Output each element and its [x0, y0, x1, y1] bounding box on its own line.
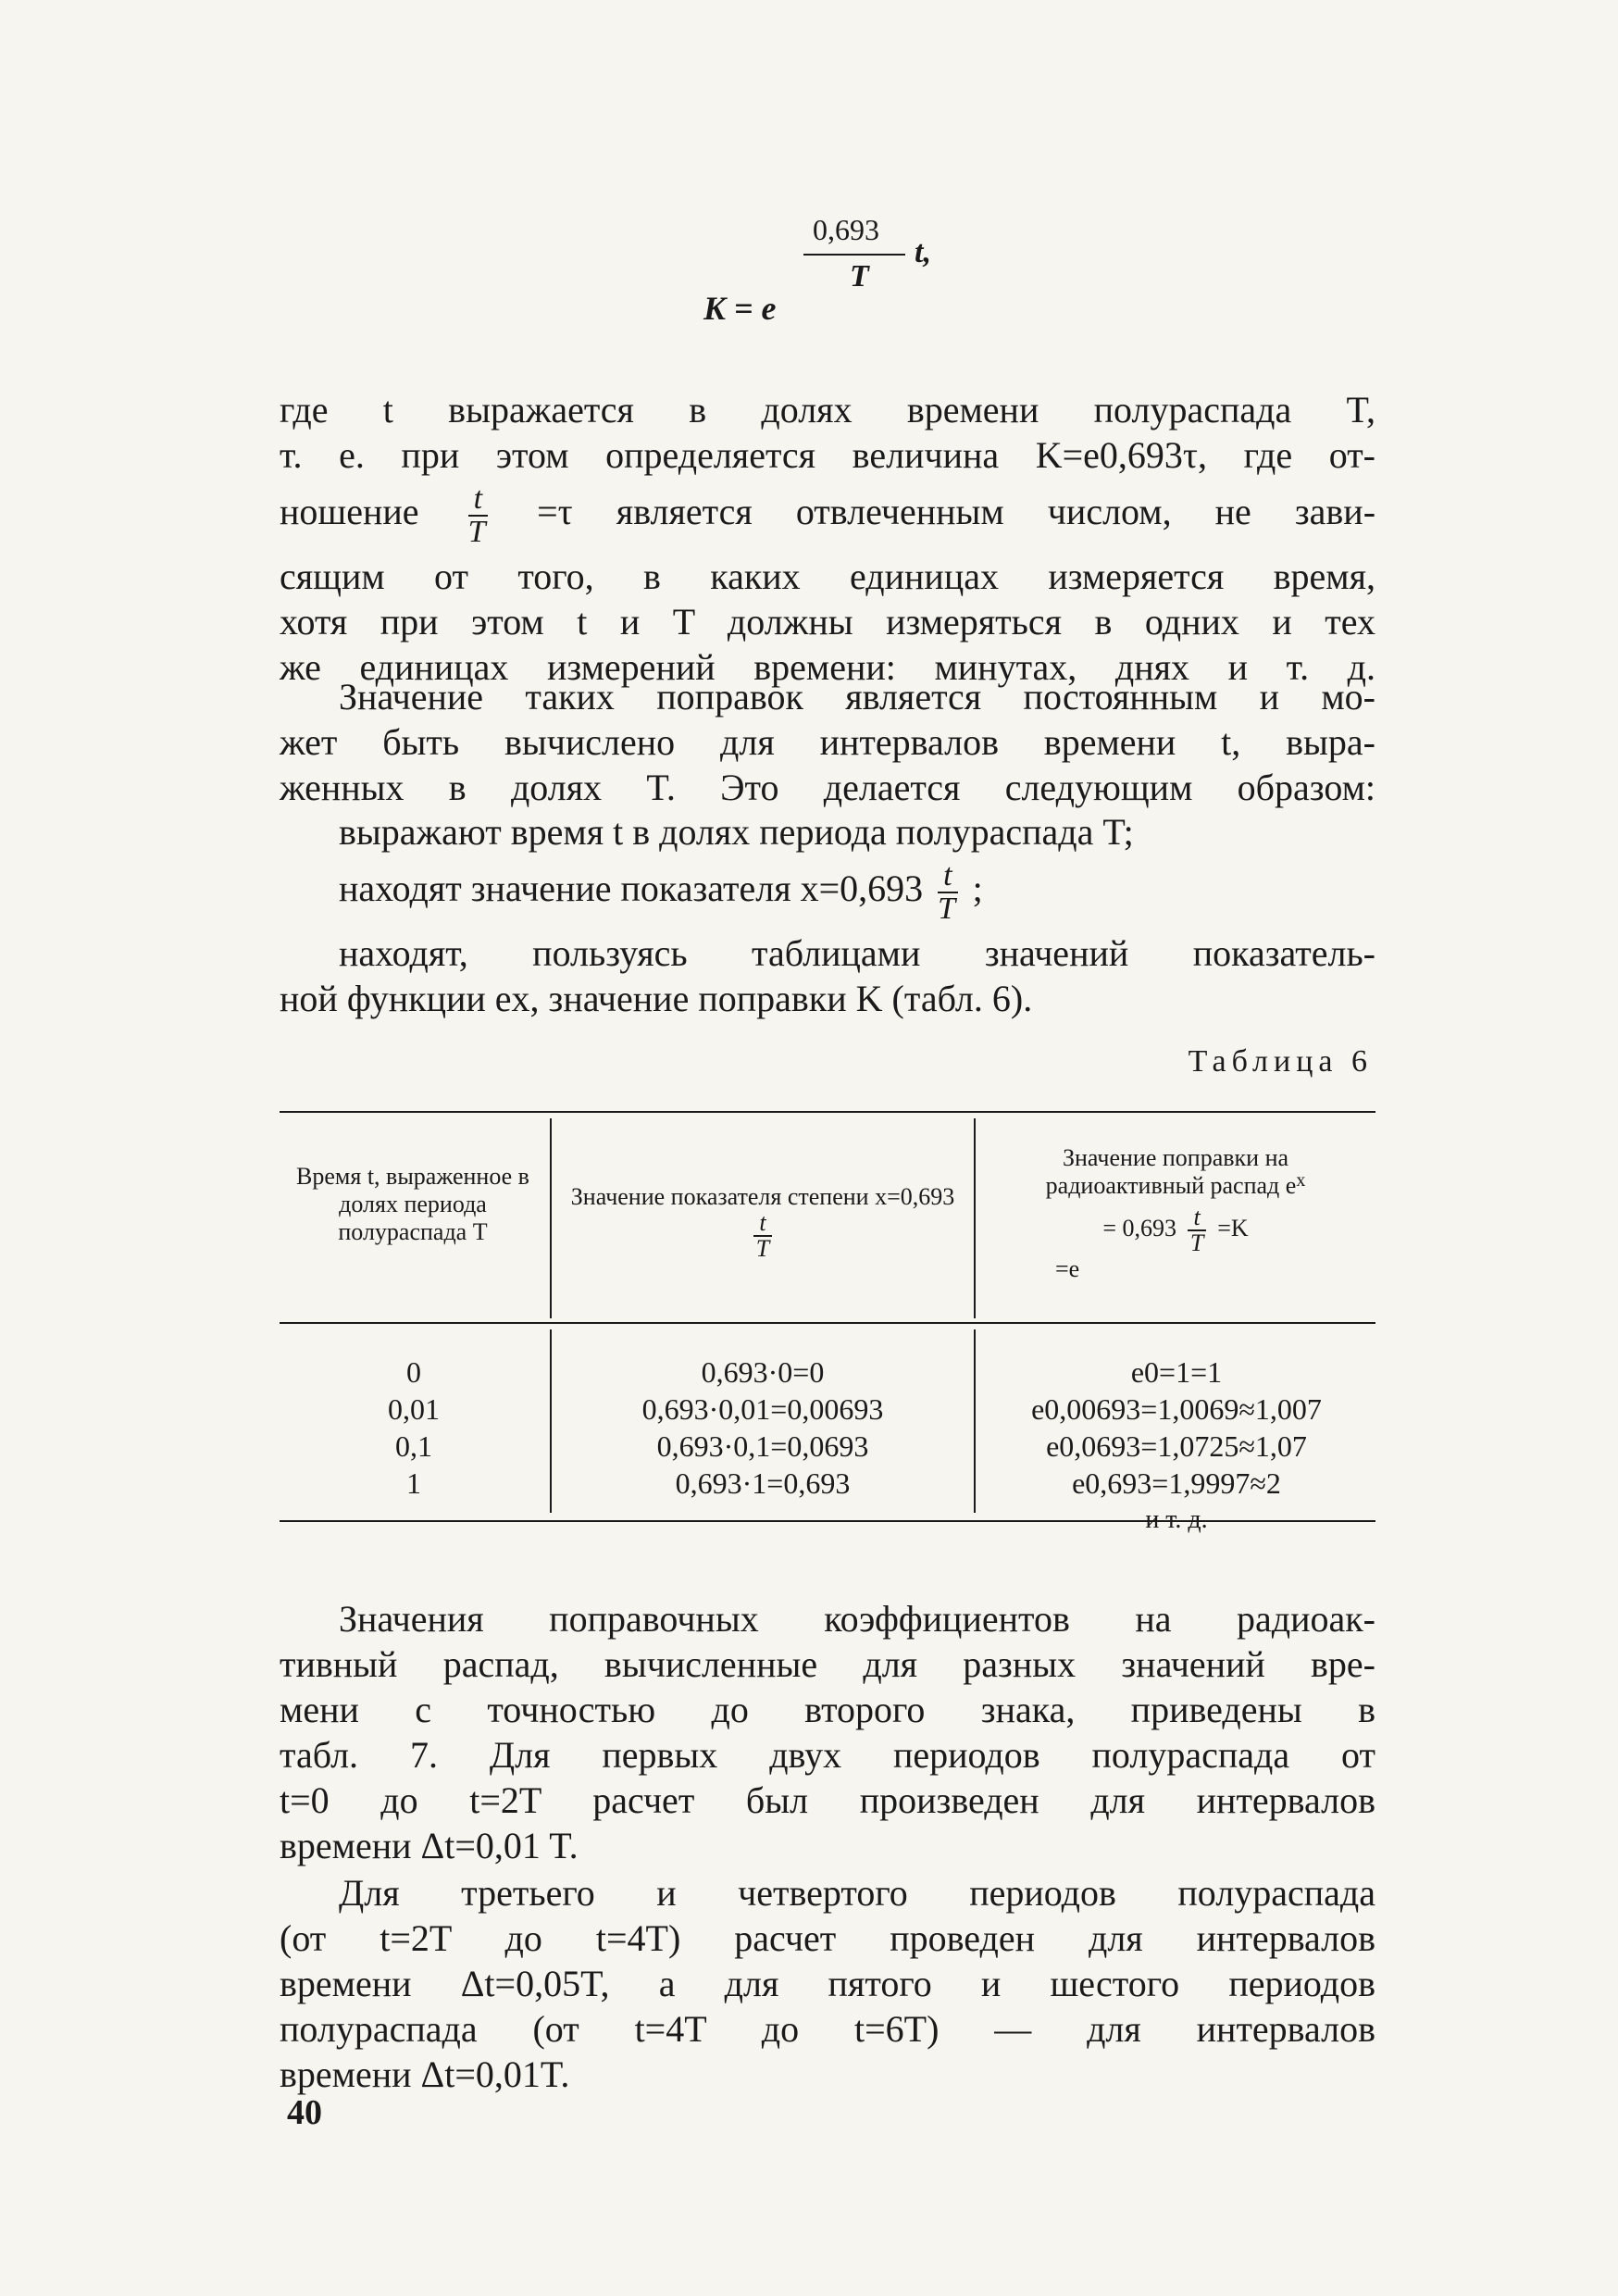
formula-denominator: T [850, 259, 869, 293]
fraction-t-over-T: $\frac{t}{T}$ [753, 1211, 771, 1261]
text-line: времени Δt=0,05T, а для пятого и шестого периодов [280, 1963, 1375, 2004]
formula-lhs: K = e [703, 290, 777, 327]
table-cell: e0,693=1,9997≈2 [1072, 1466, 1281, 1500]
text-line: сящим от того, в каких единицах измеряется время, [280, 555, 1375, 597]
text-line: т. е. при этом определяется величина K=e0,693τ, где от- [280, 434, 1375, 476]
paragraph-4 [280, 1870, 1375, 2097]
table-cell: 0,693·0=0 [701, 1355, 825, 1389]
fraction-t-over-T: $\frac{t}{T}$ [468, 483, 488, 548]
table-cell: e0=1=1 [1130, 1355, 1223, 1389]
table-etc: и т. д. [1145, 1505, 1208, 1534]
formula-numerator: 0,693 [813, 213, 879, 246]
header-correction: Значение поправки на радиоактивный распад $e^x$ = 0,693 $\frac{t}{T}$ =K =e [1045, 1144, 1306, 1282]
text-line: Значения поправочных коэффициентов на радиоак- [339, 1598, 1375, 1640]
column-time-values [280, 1354, 548, 1502]
text-line: t=0 до t=2T расчет был произведен для интервалов [280, 1779, 1375, 1821]
table-header-rule [280, 1322, 1375, 1324]
step-3-cont: ной функции ex, значение поправки K (табл. 6). [280, 978, 1033, 1019]
text-line: где t выражается в долях времени полураспада T, [280, 389, 1375, 430]
text-line-with-fraction: ношение $\frac{t}{T}$ =τ является отвлеченным числом, не зави- [280, 481, 1376, 549]
col-divider [974, 1118, 976, 1318]
paragraph-3 [280, 1596, 1375, 1868]
column-correction-values [977, 1354, 1375, 1539]
table-cell: 1 [406, 1466, 421, 1500]
text-line: (от t=2T до t=4T) расчет проведен для интервалов [280, 1917, 1375, 1959]
procedure-steps [280, 809, 1375, 1021]
text-line: Значение таких поправок является постоянным и мо- [339, 676, 1375, 718]
text-line: табл. 7. Для первых двух периодов полураспада от [280, 1734, 1375, 1776]
table-cell: 0,1 [395, 1429, 432, 1463]
text-line: времени Δt=0,01T. [280, 2053, 570, 2095]
text-line: мени с точностью до второго знака, приведены в [280, 1689, 1375, 1730]
table-cell: 0,01 [388, 1392, 440, 1426]
step-3: находят, пользуясь таблицами значений показатель- [339, 932, 1375, 974]
fraction-t-over-T: $\frac{t}{T}$ [1188, 1205, 1205, 1255]
formula-variable: t, [915, 235, 931, 269]
text-line: женных в долях T. Это делается следующим образом: [280, 767, 1375, 808]
formula-k-exponential [703, 213, 981, 333]
text-line: хотя при этом t и T должны измеряться в одних и тех [280, 601, 1375, 643]
table-6 [280, 1111, 1375, 1537]
column-exponent-values [554, 1354, 972, 1502]
text-line: же единицах измерений времени: минутах, днях и т. д. [280, 646, 1375, 688]
formula-fraction-bar [803, 254, 905, 256]
table-cell: 0,693·0,01=0,00693 [641, 1392, 884, 1426]
table-cell: e0,0693=1,0725≈1,07 [1046, 1429, 1307, 1463]
header-exponent: Значение показателя степени x=0,693 $\frac{t}{T}$ [570, 1183, 955, 1262]
text-line: тивный распад, вычисленные для разных значений вре- [280, 1643, 1375, 1685]
table-top-rule [280, 1111, 1375, 1113]
col-divider [550, 1329, 552, 1513]
paragraph-2 [280, 674, 1375, 810]
text-line: Для третьего и четвертого периодов полураспада [339, 1872, 1375, 1914]
table-caption: Таблица 6 [1188, 1044, 1373, 1079]
fraction-t-over-T: $\frac{t}{T}$ [938, 860, 957, 925]
page-number: 40 [287, 2093, 322, 2132]
header-time: Время t, выраженное в долях периода полураспада T [296, 1163, 529, 1245]
table-cell: 0 [406, 1355, 421, 1389]
table-cell: e0,00693=1,0069≈1,007 [1031, 1392, 1322, 1426]
text-line: полураспада (от t=4T до t=6T) — для интервалов [280, 2008, 1375, 2050]
step-1: выражают время t в долях периода полураспада T; [339, 811, 1134, 853]
col-divider [974, 1329, 976, 1513]
paragraph-1 [280, 387, 1375, 690]
step-2: находят значение показателя x=0,693 $\frac{t}{T}$ ; [339, 858, 983, 926]
text-line: времени Δt=0,01 T. [280, 1825, 579, 1866]
text-line: жет быть вычислено для интервалов времени t, выра- [280, 721, 1375, 763]
table-cell: 0,693·0,1=0,0693 [656, 1429, 869, 1463]
table-cell: 0,693·1=0,693 [675, 1466, 851, 1500]
col-divider [550, 1118, 552, 1318]
